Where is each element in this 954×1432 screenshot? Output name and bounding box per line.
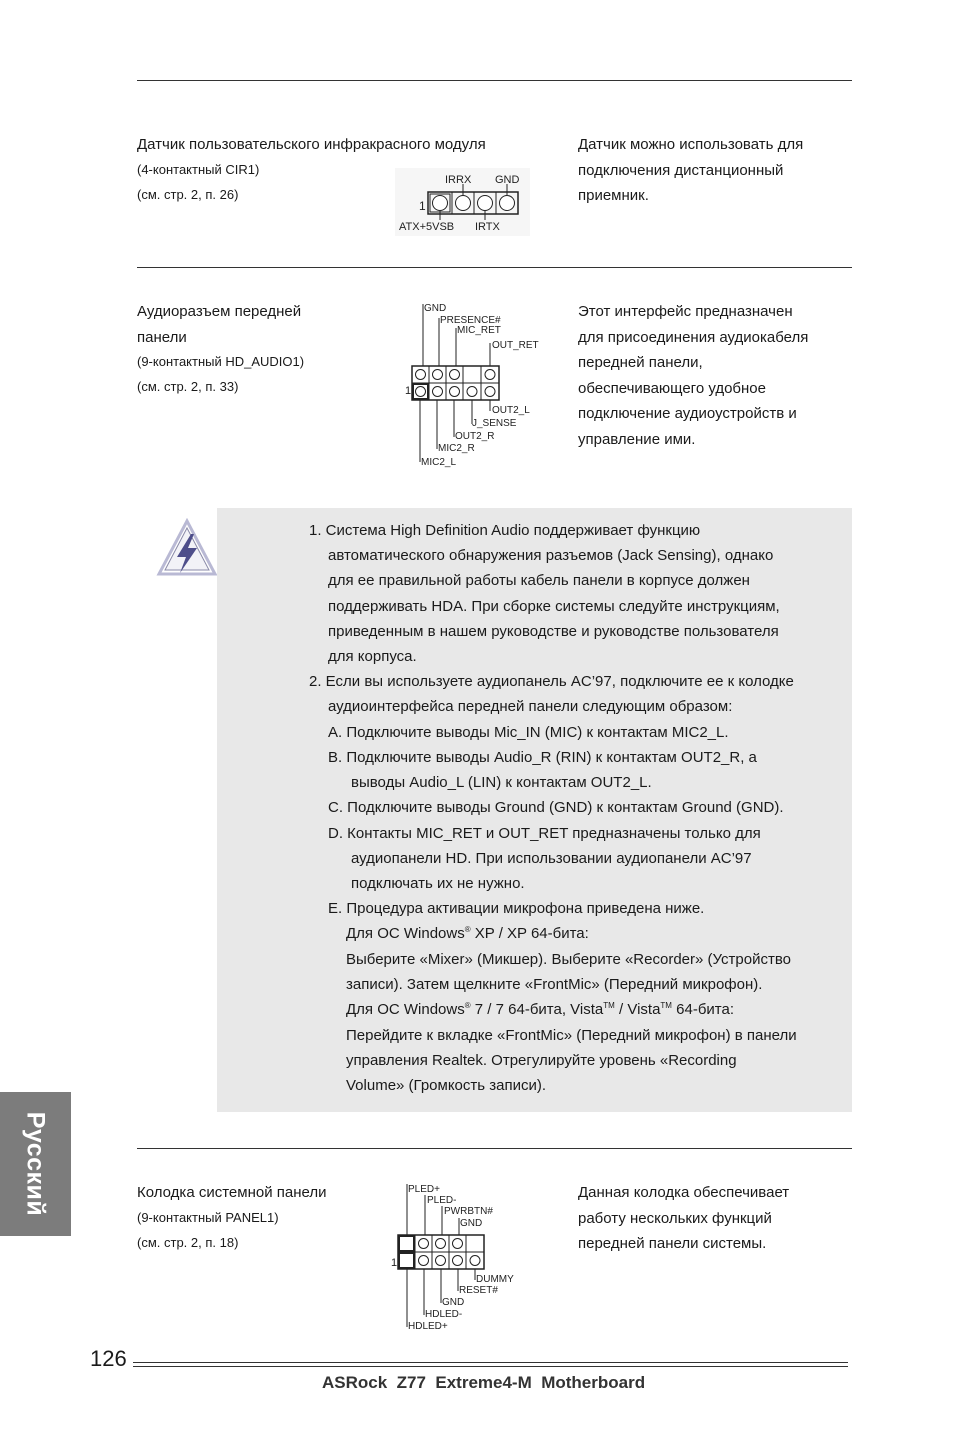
panel-pin-label-pled-plus: PLED+ bbox=[408, 1184, 440, 1195]
audio-title-line1: Аудиоразъем передней bbox=[137, 303, 302, 320]
panel-pin-label-reset: RESET# bbox=[459, 1285, 498, 1296]
language-side-tab-label: Русский bbox=[21, 1111, 50, 1217]
note-line: поддерживать HDA. При сборке системы следуйте инструкциям, bbox=[328, 598, 780, 615]
section-rule bbox=[137, 1148, 852, 1149]
note-line: Выберите «Mixer» (Микшер). Выберите «Recorder» (Устройство bbox=[346, 951, 791, 968]
cir-description bbox=[578, 132, 858, 209]
cir-pin-one-marker: 1 bbox=[419, 199, 426, 213]
panel-desc-line: работу нескольких функций bbox=[578, 1209, 772, 1227]
panel-description bbox=[578, 1180, 858, 1257]
top-rule bbox=[137, 80, 852, 81]
hd-audio-header-diagram bbox=[402, 298, 547, 470]
footer-title: ASRock Z77 Extreme4-M Motherboard bbox=[322, 1373, 646, 1392]
audio-description bbox=[578, 299, 858, 452]
section-rule bbox=[137, 267, 852, 268]
audio-desc-line: управление ими. bbox=[578, 430, 696, 448]
audio-desc-line: Этот интерфейс предназначен bbox=[578, 303, 793, 320]
audio-pin-label-out2-l: OUT2_L bbox=[492, 405, 530, 416]
panel-title: Колодка системной панели bbox=[137, 1184, 327, 1201]
audio-pin-label-gnd: GND bbox=[424, 303, 447, 314]
note-line: аудиопанели HD. При использовании аудиопанели AC’97 bbox=[351, 850, 752, 867]
note-line: подключать их не нужно. bbox=[351, 875, 525, 892]
cir-pin-label-atx5vsb: ATX+5VSB bbox=[399, 221, 455, 233]
cir-pin-label-irrx: IRRX bbox=[445, 174, 472, 186]
audio-pin-count: (9-контактный HD_AUDIO1) bbox=[137, 354, 305, 369]
audio-desc-line: передней панели, bbox=[578, 354, 703, 371]
note-line-windows-7: Для ОС Windows® 7 / 7 64-бита, Vista™ / Vista™ 64-бита: bbox=[346, 1001, 735, 1018]
audio-pin-label-mic-ret: MIC_RET bbox=[457, 325, 501, 336]
page-number: 126 bbox=[90, 1346, 127, 1371]
note-line: B. Подключите выводы Audio_R (RIN) к контактам OUT2_R, а bbox=[328, 749, 757, 766]
panel-pin-count: (9-контактный PANEL1) bbox=[137, 1210, 279, 1225]
audio-desc-line: обеспечивающего удобное bbox=[578, 379, 766, 397]
panel-pin-label-gnd: GND bbox=[460, 1218, 483, 1229]
cir-pin-label-gnd: GND bbox=[495, 174, 520, 186]
note-line: 1. Система High Definition Audio поддерживает функцию bbox=[309, 522, 701, 539]
cir-desc-line: Датчик можно использовать для bbox=[578, 136, 804, 153]
cir-desc-line: подключения дистанционный bbox=[578, 161, 784, 179]
audio-pin-one-marker: 1 bbox=[405, 385, 412, 397]
cir-pin-count: (4-контактный CIR1) bbox=[137, 162, 260, 177]
note-line: для корпуса. bbox=[328, 648, 417, 665]
audio-pin-label-presence: PRESENCE# bbox=[440, 315, 501, 326]
note-line: выводы Audio_L (LIN) к контактам OUT2_L. bbox=[351, 774, 652, 791]
note-line: A. Подключите выводы Mic_IN (MIC) к контактам MIC2_L. bbox=[328, 724, 729, 741]
panel-pin-label-gnd-2: GND bbox=[442, 1297, 465, 1308]
language-side-tab bbox=[0, 1092, 71, 1236]
panel-page-ref: (см. стр. 2, п. 18) bbox=[137, 1235, 239, 1250]
footer-rule bbox=[133, 1362, 848, 1367]
note-line: управления Realtek. Отрегулируйте уровень «Recording bbox=[346, 1052, 737, 1069]
panel-pin-label-hdled-plus: HDLED+ bbox=[408, 1321, 448, 1332]
note-line: записи). Затем щелкните «FrontMic» (Передний микрофон). bbox=[346, 976, 763, 993]
cir-desc-line: приемник. bbox=[578, 187, 649, 204]
panel-pin-label-hdled-minus: HDLED- bbox=[425, 1309, 463, 1320]
note-line: автоматического обнаружения разъемов (Jack Sensing), однако bbox=[328, 547, 774, 564]
cir-pin-label-irtx: IRTX bbox=[475, 221, 500, 233]
audio-desc-line: для присоединения аудиокабеля bbox=[578, 328, 809, 346]
audio-pin-label-out-ret: OUT_RET bbox=[492, 340, 539, 351]
cir-header-diagram bbox=[395, 168, 530, 236]
warning-icon bbox=[156, 518, 218, 578]
system-panel-header-diagram bbox=[388, 1178, 538, 1333]
audio-page-ref: (см. стр. 2, п. 33) bbox=[137, 379, 239, 394]
audio-pin-label-mic2-l: MIC2_L bbox=[421, 457, 457, 468]
note-line: 2. Если вы используете аудиопанель AC’97, подключите ее к колодке bbox=[309, 673, 794, 690]
cir-title: Датчик пользовательского инфракрасного модуля bbox=[137, 136, 486, 153]
cir-page-ref: (см. стр. 2, п. 26) bbox=[137, 187, 239, 202]
note-line: C. Подключите выводы Ground (GND) к контактам Ground (GND). bbox=[328, 799, 784, 816]
note-line: Перейдите к вкладке «FrontMic» (Передний микрофон) в панели bbox=[346, 1027, 797, 1044]
note-line: Volume» (Громкость записи). bbox=[346, 1077, 547, 1094]
note-line: D. Контакты MIC_RET и OUT_RET предназначены только для bbox=[328, 825, 761, 842]
audio-desc-line: подключение аудиоустройств и bbox=[578, 405, 797, 422]
note-line-windows-xp: Для ОС Windows® XP / XP 64-бита: bbox=[346, 925, 589, 942]
panel-pin-label-pled-minus: PLED- bbox=[427, 1195, 457, 1206]
panel-pin-one-marker: 1 bbox=[391, 1257, 398, 1269]
audio-pin-label-mic2-r: MIC2_R bbox=[438, 443, 475, 454]
audio-pin-label-out2-r: OUT2_R bbox=[455, 431, 495, 442]
note-line: аудиоинтерфейса передней панели следующим образом: bbox=[328, 698, 733, 715]
audio-pin-label-j-sense: J_SENSE bbox=[472, 418, 517, 429]
panel-pin-label-dummy: DUMMY bbox=[476, 1274, 514, 1285]
panel-pin-label-pwrbtn: PWRBTN# bbox=[444, 1206, 493, 1217]
panel-desc-line: Данная колодка обеспечивает bbox=[578, 1184, 790, 1201]
audio-title-line2: панели bbox=[137, 329, 187, 346]
panel-desc-line: передней панели системы. bbox=[578, 1235, 767, 1252]
note-line: E. Процедура активации микрофона приведена ниже. bbox=[328, 900, 705, 917]
note-line: для ее правильной работы кабель панели в корпусе должен bbox=[328, 572, 750, 589]
note-line: приведенным в нашем руководстве и руководстве пользователя bbox=[328, 623, 779, 640]
